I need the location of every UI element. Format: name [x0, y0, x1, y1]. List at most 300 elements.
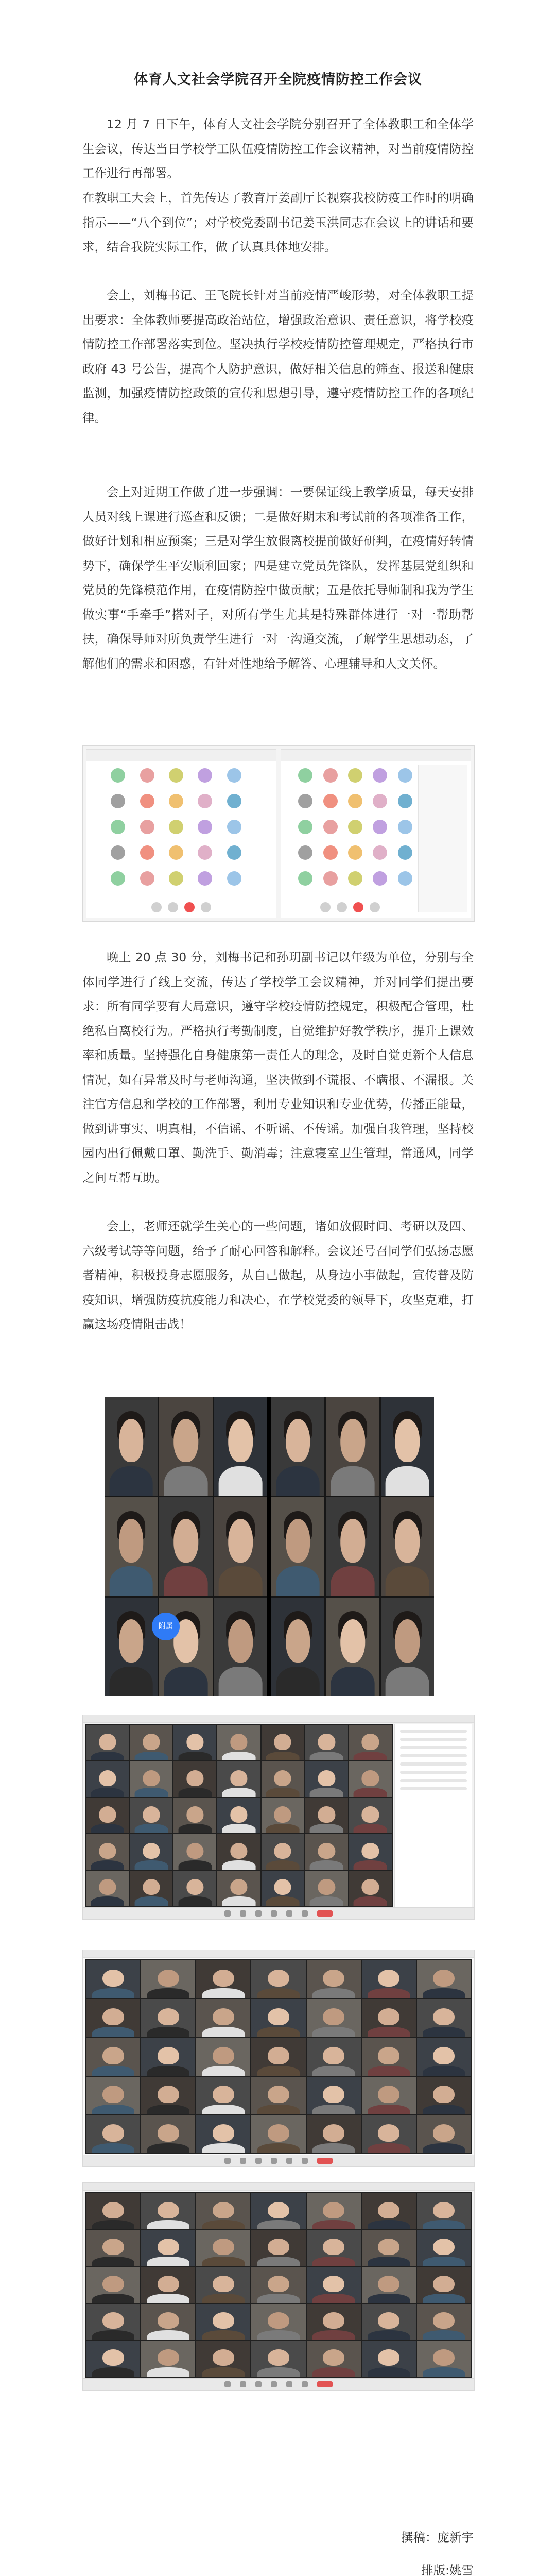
avatar — [373, 794, 387, 808]
participant-body — [257, 2367, 300, 2377]
avatar — [398, 871, 412, 886]
participant-face — [378, 2349, 399, 2366]
participant-body — [312, 2367, 355, 2377]
participant-body — [222, 1824, 256, 1833]
person-silhouette — [395, 1519, 420, 1562]
participant-face — [362, 1843, 379, 1859]
participant-body — [257, 2105, 300, 2114]
participant-video — [196, 1960, 250, 1998]
person-silhouette — [286, 1419, 310, 1462]
participant-body — [134, 1824, 168, 1833]
video-tile — [159, 1497, 212, 1596]
participant-body — [266, 1824, 300, 1833]
participant-face — [99, 1879, 116, 1895]
participant-face — [102, 2349, 124, 2366]
participant-face — [323, 2086, 344, 2103]
participant-video — [86, 1834, 129, 1869]
avatar — [398, 845, 412, 860]
participant-video — [349, 1725, 392, 1760]
participant-face — [230, 1879, 247, 1895]
participant-face — [99, 1843, 116, 1859]
participant-video — [349, 1871, 392, 1906]
participant-body — [178, 1824, 212, 1833]
paragraph-3: 会上，刘梅书记、王飞院长针对当前疫情严峻形势，对全体教职工提出要求：全体教师要提高政治站位，增强政治意识、责任意识，将学校疫情防控工作部署落实到位。坚决执行学校疫情防控管理规定，严格执行市政府 43 号公告，提高个人防护意识，做好相关信息的筛查、报送和健康监测，加强疫情防控政策的宣传和思想引导，遵守疫情防控工作的各项纪律。 — [82, 288, 474, 425]
video-tile — [159, 1397, 212, 1496]
avatar — [323, 845, 338, 860]
participant-face — [158, 2124, 179, 2142]
participant-body — [147, 2220, 189, 2229]
participant-face — [158, 2276, 179, 2292]
participant-grid — [85, 2192, 472, 2378]
participant-video — [86, 2230, 140, 2266]
participant-video — [349, 1761, 392, 1797]
participant-face — [433, 2312, 455, 2329]
participant-body — [368, 1988, 410, 1998]
participant-video — [362, 2038, 416, 2075]
participant-face — [143, 1806, 160, 1822]
participant-video — [173, 1871, 216, 1906]
participant-video — [307, 2038, 361, 2075]
participant-face — [378, 2276, 399, 2292]
participant-face — [230, 1734, 247, 1750]
participant-body — [147, 2105, 189, 2114]
participant-video — [141, 1999, 195, 2037]
person-silhouette — [119, 1519, 144, 1562]
avatar — [198, 794, 212, 808]
participant-video — [217, 1761, 260, 1797]
video-tile — [105, 1497, 158, 1596]
participant-body — [92, 1988, 134, 1998]
participant-face — [268, 1970, 289, 1987]
participant-body — [312, 2330, 355, 2340]
participant-face — [102, 2047, 124, 2064]
participant-video — [417, 2267, 471, 2303]
participant-body — [310, 1896, 343, 1906]
video-tile — [214, 1497, 267, 1596]
participant-body — [92, 2367, 134, 2377]
participant-face — [158, 2086, 179, 2103]
participant-video — [349, 1798, 392, 1833]
person-silhouette — [276, 1667, 320, 1696]
participant-face — [433, 2086, 455, 2103]
avatar — [198, 845, 212, 860]
person-silhouette — [276, 1566, 320, 1596]
avatar — [227, 845, 241, 860]
participant-face — [158, 2349, 179, 2366]
participant-face — [230, 1770, 247, 1786]
avatar-grid — [107, 768, 245, 892]
meeting-topbar — [83, 1950, 474, 1958]
participant-video — [251, 2038, 305, 2075]
person-silhouette — [286, 1519, 310, 1562]
participant-body — [368, 2027, 410, 2037]
participant-video — [86, 1999, 140, 2037]
avatar — [140, 768, 154, 783]
avatar — [373, 820, 387, 834]
avatar — [111, 794, 125, 808]
participant-face — [102, 2276, 124, 2292]
meeting-toolbar — [83, 2378, 474, 2390]
participant-face — [186, 1770, 203, 1786]
participant-face — [378, 2312, 399, 2329]
participant-face — [158, 2312, 179, 2329]
participant-video — [417, 1960, 471, 1998]
participant-video — [86, 2077, 140, 2114]
participant-face — [268, 2086, 289, 2103]
participant-video — [362, 1960, 416, 1998]
participant-face — [143, 1770, 160, 1786]
avatar — [140, 820, 154, 834]
participant-face — [102, 2312, 124, 2329]
phone-screen-left — [105, 1397, 267, 1696]
participant-face — [433, 2124, 455, 2142]
avatar — [198, 820, 212, 834]
person-silhouette — [386, 1667, 429, 1696]
participant-video — [349, 1834, 392, 1869]
participant-video — [173, 1761, 216, 1797]
participant-face — [318, 1770, 335, 1786]
participant-body — [257, 2143, 300, 2153]
participant-body — [257, 1988, 300, 1998]
participant-video — [262, 1761, 304, 1797]
participant-body — [423, 2220, 465, 2229]
participant-body — [147, 2027, 189, 2037]
avatar — [140, 794, 154, 808]
participant-face — [378, 2202, 399, 2218]
person-silhouette — [164, 1466, 208, 1496]
participant-face — [158, 2239, 179, 2255]
participant-body — [91, 1824, 124, 1833]
participant-video — [130, 1798, 172, 1833]
participant-body — [202, 2105, 245, 2114]
participant-body — [202, 2220, 245, 2229]
participant-body — [147, 2294, 189, 2303]
participant-video — [196, 2267, 250, 2303]
person-silhouette — [386, 1466, 429, 1496]
participant-body — [266, 1788, 300, 1797]
participant-video — [86, 2267, 140, 2303]
participant-video — [417, 2304, 471, 2340]
participant-body — [257, 2220, 300, 2229]
video-tile — [326, 1497, 379, 1596]
participant-video — [417, 2077, 471, 2114]
participant-body — [91, 1896, 124, 1906]
participant-face — [213, 2349, 234, 2366]
avatar — [348, 820, 362, 834]
credit-layout: 排版:姚雪 — [421, 2563, 474, 2576]
participant-video — [362, 2077, 416, 2114]
avatar — [169, 820, 183, 834]
participant-video — [305, 1798, 348, 1833]
participant-face — [102, 2202, 124, 2218]
participant-face — [186, 1843, 203, 1859]
paragraph-1: 12 月 7 日下午，体育人文社会学院分别召开了全体教职工和全体学生会议，传达当日学校学工队伍疫情防控工作会议精神，对当前疫情防控工作进行再部署。 — [82, 117, 474, 180]
participant-video — [307, 2230, 361, 2266]
participant-face — [323, 1970, 344, 1987]
participant-video — [251, 1999, 305, 2037]
participant-video — [130, 1871, 172, 1906]
screenshot-chat-groups — [82, 745, 475, 922]
participant-face — [230, 1843, 247, 1859]
phone-divider — [267, 1397, 271, 1696]
participant-body — [257, 2027, 300, 2037]
avatar — [298, 794, 312, 808]
person-silhouette — [109, 1466, 153, 1496]
participant-video — [417, 2193, 471, 2229]
participant-face — [268, 2312, 289, 2329]
avatar — [227, 820, 241, 834]
avatar — [323, 871, 338, 886]
participant-video — [86, 2038, 140, 2075]
participant-video — [196, 2038, 250, 2075]
participant-face — [230, 1806, 247, 1822]
participant-body — [368, 2066, 410, 2076]
participant-face — [99, 1734, 116, 1750]
participant-face — [318, 1843, 335, 1859]
person-silhouette — [229, 1419, 253, 1462]
participant-body — [202, 2294, 245, 2303]
participant-face — [102, 1970, 124, 1987]
participant-grid — [85, 1724, 393, 1907]
chat-window-left — [86, 749, 276, 918]
participant-body — [312, 2143, 355, 2153]
avatar — [169, 794, 183, 808]
participant-face — [99, 1806, 116, 1822]
participant-face — [213, 2047, 234, 2064]
participant-face — [268, 2349, 289, 2366]
participant-video — [141, 2304, 195, 2340]
window-titlebar — [86, 750, 276, 761]
paragraph-4: 会上对近期工作做了进一步强调：一要保证线上教学质量，每天安排人员对线上课进行巡查和反馈；二是做好期末和考试前的各项准备工作，做好计划和相应预案；三是对学生放假离校提前做好研判，在疫情好转情势下，确保学生平安顺利回家；四是建立党员先锋队，发挥基层党组织和党员的先锋模范作用，在疫情防控中做贡献；五是依托导师制和我为学生做实事“手牵手”搭对子，对所有学生尤其是特殊群体进行一对一帮助帮扶，确保导师对所负责学生进行一对一沟通交流，了解学生思想动态，了解他们的需求和困惑，有针对性地给予解答、心理辅导和人文关怀。 — [82, 485, 474, 671]
participant-face — [102, 2124, 124, 2142]
participant-video — [307, 2115, 361, 2153]
avatar — [398, 820, 412, 834]
participant-video — [251, 2341, 305, 2377]
participant-body — [354, 1824, 387, 1833]
avatar — [348, 768, 362, 783]
participant-video — [251, 2267, 305, 2303]
participant-face — [362, 1770, 379, 1786]
participant-body — [92, 2330, 134, 2340]
avatar — [227, 871, 241, 886]
participant-video — [307, 1960, 361, 1998]
person-silhouette — [331, 1566, 375, 1596]
video-tile — [381, 1497, 434, 1596]
video-tile — [326, 1397, 379, 1496]
participant-video — [86, 2341, 140, 2377]
participant-face — [102, 2239, 124, 2255]
meeting-toolbar — [83, 1907, 474, 1919]
chat-window-right — [281, 749, 471, 918]
participant-body — [92, 2294, 134, 2303]
participant-face — [186, 1879, 203, 1895]
video-tile — [381, 1598, 434, 1696]
participant-body — [134, 1788, 168, 1797]
participant-face — [268, 2008, 289, 2026]
participant-face — [323, 2276, 344, 2292]
participant-face — [378, 2124, 399, 2142]
avatar — [398, 768, 412, 783]
participant-body — [310, 1860, 343, 1870]
participant-video — [86, 1761, 129, 1797]
participant-body — [423, 2294, 465, 2303]
participant-video — [251, 2077, 305, 2114]
video-tile — [214, 1397, 267, 1496]
avatar — [227, 768, 241, 783]
participant-body — [312, 2027, 355, 2037]
participant-body — [222, 1860, 256, 1870]
participant-body — [368, 2330, 410, 2340]
avatar — [398, 794, 412, 808]
participant-face — [323, 2047, 344, 2064]
person-silhouette — [386, 1566, 429, 1596]
participant-body — [312, 2220, 355, 2229]
avatar — [198, 768, 212, 783]
participant-face — [213, 1970, 234, 1987]
person-silhouette — [395, 1619, 420, 1663]
participant-video — [362, 2230, 416, 2266]
participant-body — [92, 2257, 134, 2266]
avatar — [323, 768, 338, 783]
video-tile — [214, 1598, 267, 1696]
participant-face — [323, 2239, 344, 2255]
participant-video — [141, 2038, 195, 2075]
participant-face — [378, 1970, 399, 1987]
participant-video — [217, 1834, 260, 1869]
video-tile — [271, 1497, 324, 1596]
participant-body — [310, 1752, 343, 1761]
avatar — [373, 845, 387, 860]
participant-video — [251, 1960, 305, 1998]
participant-body — [368, 2294, 410, 2303]
video-tiles — [271, 1397, 434, 1696]
person-silhouette — [173, 1419, 198, 1462]
participant-video — [305, 1725, 348, 1760]
participant-body — [91, 1860, 124, 1870]
participant-body — [222, 1752, 256, 1761]
participant-face — [143, 1734, 160, 1750]
participant-video — [173, 1834, 216, 1869]
participant-body — [423, 2367, 465, 2377]
participant-video — [362, 2193, 416, 2229]
participant-face — [268, 2239, 289, 2255]
avatar — [298, 820, 312, 834]
person-silhouette — [219, 1667, 263, 1696]
participant-video — [417, 1999, 471, 2037]
participant-face — [274, 1843, 291, 1859]
participant-body — [202, 1988, 245, 1998]
participant-video — [362, 2267, 416, 2303]
meeting-chat-panel — [394, 1724, 472, 1907]
participant-body — [423, 2105, 465, 2114]
participant-body — [266, 1896, 300, 1906]
participant-body — [354, 1860, 387, 1870]
participant-body — [202, 2257, 245, 2266]
participant-body — [423, 2143, 465, 2153]
person-silhouette — [229, 1519, 253, 1562]
participant-body — [310, 1788, 343, 1797]
paragraph-2: 在教职工大会上，首先传达了教育厅姜副厅长视察我校防疫工作时的明确指示——“八个到位”；对学校党委副书记姜玉洪同志在会议上的讲话和要求，结合我院实际工作，做了认真具体地安排。 — [82, 191, 474, 254]
person-silhouette — [109, 1667, 153, 1696]
participant-video — [196, 2115, 250, 2153]
participant-video — [196, 1999, 250, 2037]
participant-video — [307, 2193, 361, 2229]
participant-face — [274, 1806, 291, 1822]
person-silhouette — [276, 1466, 320, 1496]
participant-video — [307, 1999, 361, 2037]
participant-video — [173, 1798, 216, 1833]
window-titlebar — [281, 750, 471, 761]
paragraph-6: 会上，老师还就学生关心的一些问题，诸如放假时间、考研以及四、六级考试等等问题，给予了耐心回答和解释。会议还号召同学们弘扬志愿者精神，积极投身志愿服务，从自己做起，从身边小事做起，宣传普及防疫知识，增强防疫抗疫能力和决心，在学校党委的领导下，攻坚克难，打赢这场疫情阻击战！ — [82, 1219, 474, 1331]
participant-face — [268, 2124, 289, 2142]
participant-face — [102, 2086, 124, 2103]
participant-face — [213, 2202, 234, 2218]
participant-video — [196, 2230, 250, 2266]
participant-body — [312, 2066, 355, 2076]
participant-video — [196, 2077, 250, 2114]
participant-video — [86, 2193, 140, 2229]
participant-body — [92, 2143, 134, 2153]
participant-face — [433, 2008, 455, 2026]
participant-face — [318, 1734, 335, 1750]
participant-video — [307, 2267, 361, 2303]
participant-video — [141, 2341, 195, 2377]
avatar — [298, 768, 312, 783]
meeting-topbar — [83, 2183, 474, 2191]
meeting-topbar — [83, 1715, 474, 1723]
screenshot-meeting-gallery-2 — [82, 1950, 475, 2167]
participant-face — [213, 2312, 234, 2329]
avatar — [169, 871, 183, 886]
participant-body — [354, 1788, 387, 1797]
participant-video — [307, 2341, 361, 2377]
participant-video — [362, 2115, 416, 2153]
participant-body — [202, 2330, 245, 2340]
person-silhouette — [109, 1566, 153, 1596]
participant-video — [362, 2341, 416, 2377]
avatar — [227, 794, 241, 808]
participant-face — [213, 2008, 234, 2026]
participant-body — [257, 2066, 300, 2076]
participant-video — [196, 2304, 250, 2340]
participant-video — [86, 2304, 140, 2340]
person-silhouette — [164, 1566, 208, 1596]
participant-face — [362, 1806, 379, 1822]
participant-face — [433, 2202, 455, 2218]
avatar — [323, 820, 338, 834]
participant-body — [147, 2066, 189, 2076]
screenshot-meeting-gallery-3 — [82, 2182, 475, 2391]
participant-body — [147, 2330, 189, 2340]
participant-video — [141, 2115, 195, 2153]
person-silhouette — [119, 1419, 144, 1462]
participant-video — [362, 1999, 416, 2037]
participant-video — [86, 2115, 140, 2153]
person-silhouette — [340, 1419, 365, 1462]
participant-video — [86, 1871, 129, 1906]
participant-face — [158, 1970, 179, 1987]
paragraph-5: 晚上 20 点 30 分，刘梅书记和孙玥副书记以年级为单位，分别与全体同学进行了线上交流，传达了学校学工会议精神，并对同学们提出要求：所有同学要有大局意识，遵守学校疫情防控规定，积极配合管理，杜绝私自离校行为。严格执行考勤制度，自觉维护好教学秩序，提升上课效率和质量。坚持强化自身健康第一责任人的理念，及时自觉更新个人信息情况，如有异常及时与老师沟通，坚决做到不谎报、不瞒报、不漏报。关注官方信息和学校的工作部署，利用专业知识和专业优势，传播正能量，做到讲事实、明真相，不信谣、不听谣、不传谣。加强自我管理，坚持校园内出行佩戴口罩、勤洗手、勤消毒；注意寝室卫生管理，常通风，同学之间互帮互助。 — [82, 950, 474, 1185]
participant-body — [147, 2257, 189, 2266]
participant-body — [368, 2105, 410, 2114]
participant-body — [91, 1752, 124, 1761]
participant-face — [378, 2008, 399, 2026]
participant-grid — [85, 1959, 472, 2154]
credit-author: 撰稿：庞新宇 — [401, 2530, 474, 2545]
participant-video — [86, 1960, 140, 1998]
participant-video — [262, 1798, 304, 1833]
participant-face — [318, 1806, 335, 1822]
